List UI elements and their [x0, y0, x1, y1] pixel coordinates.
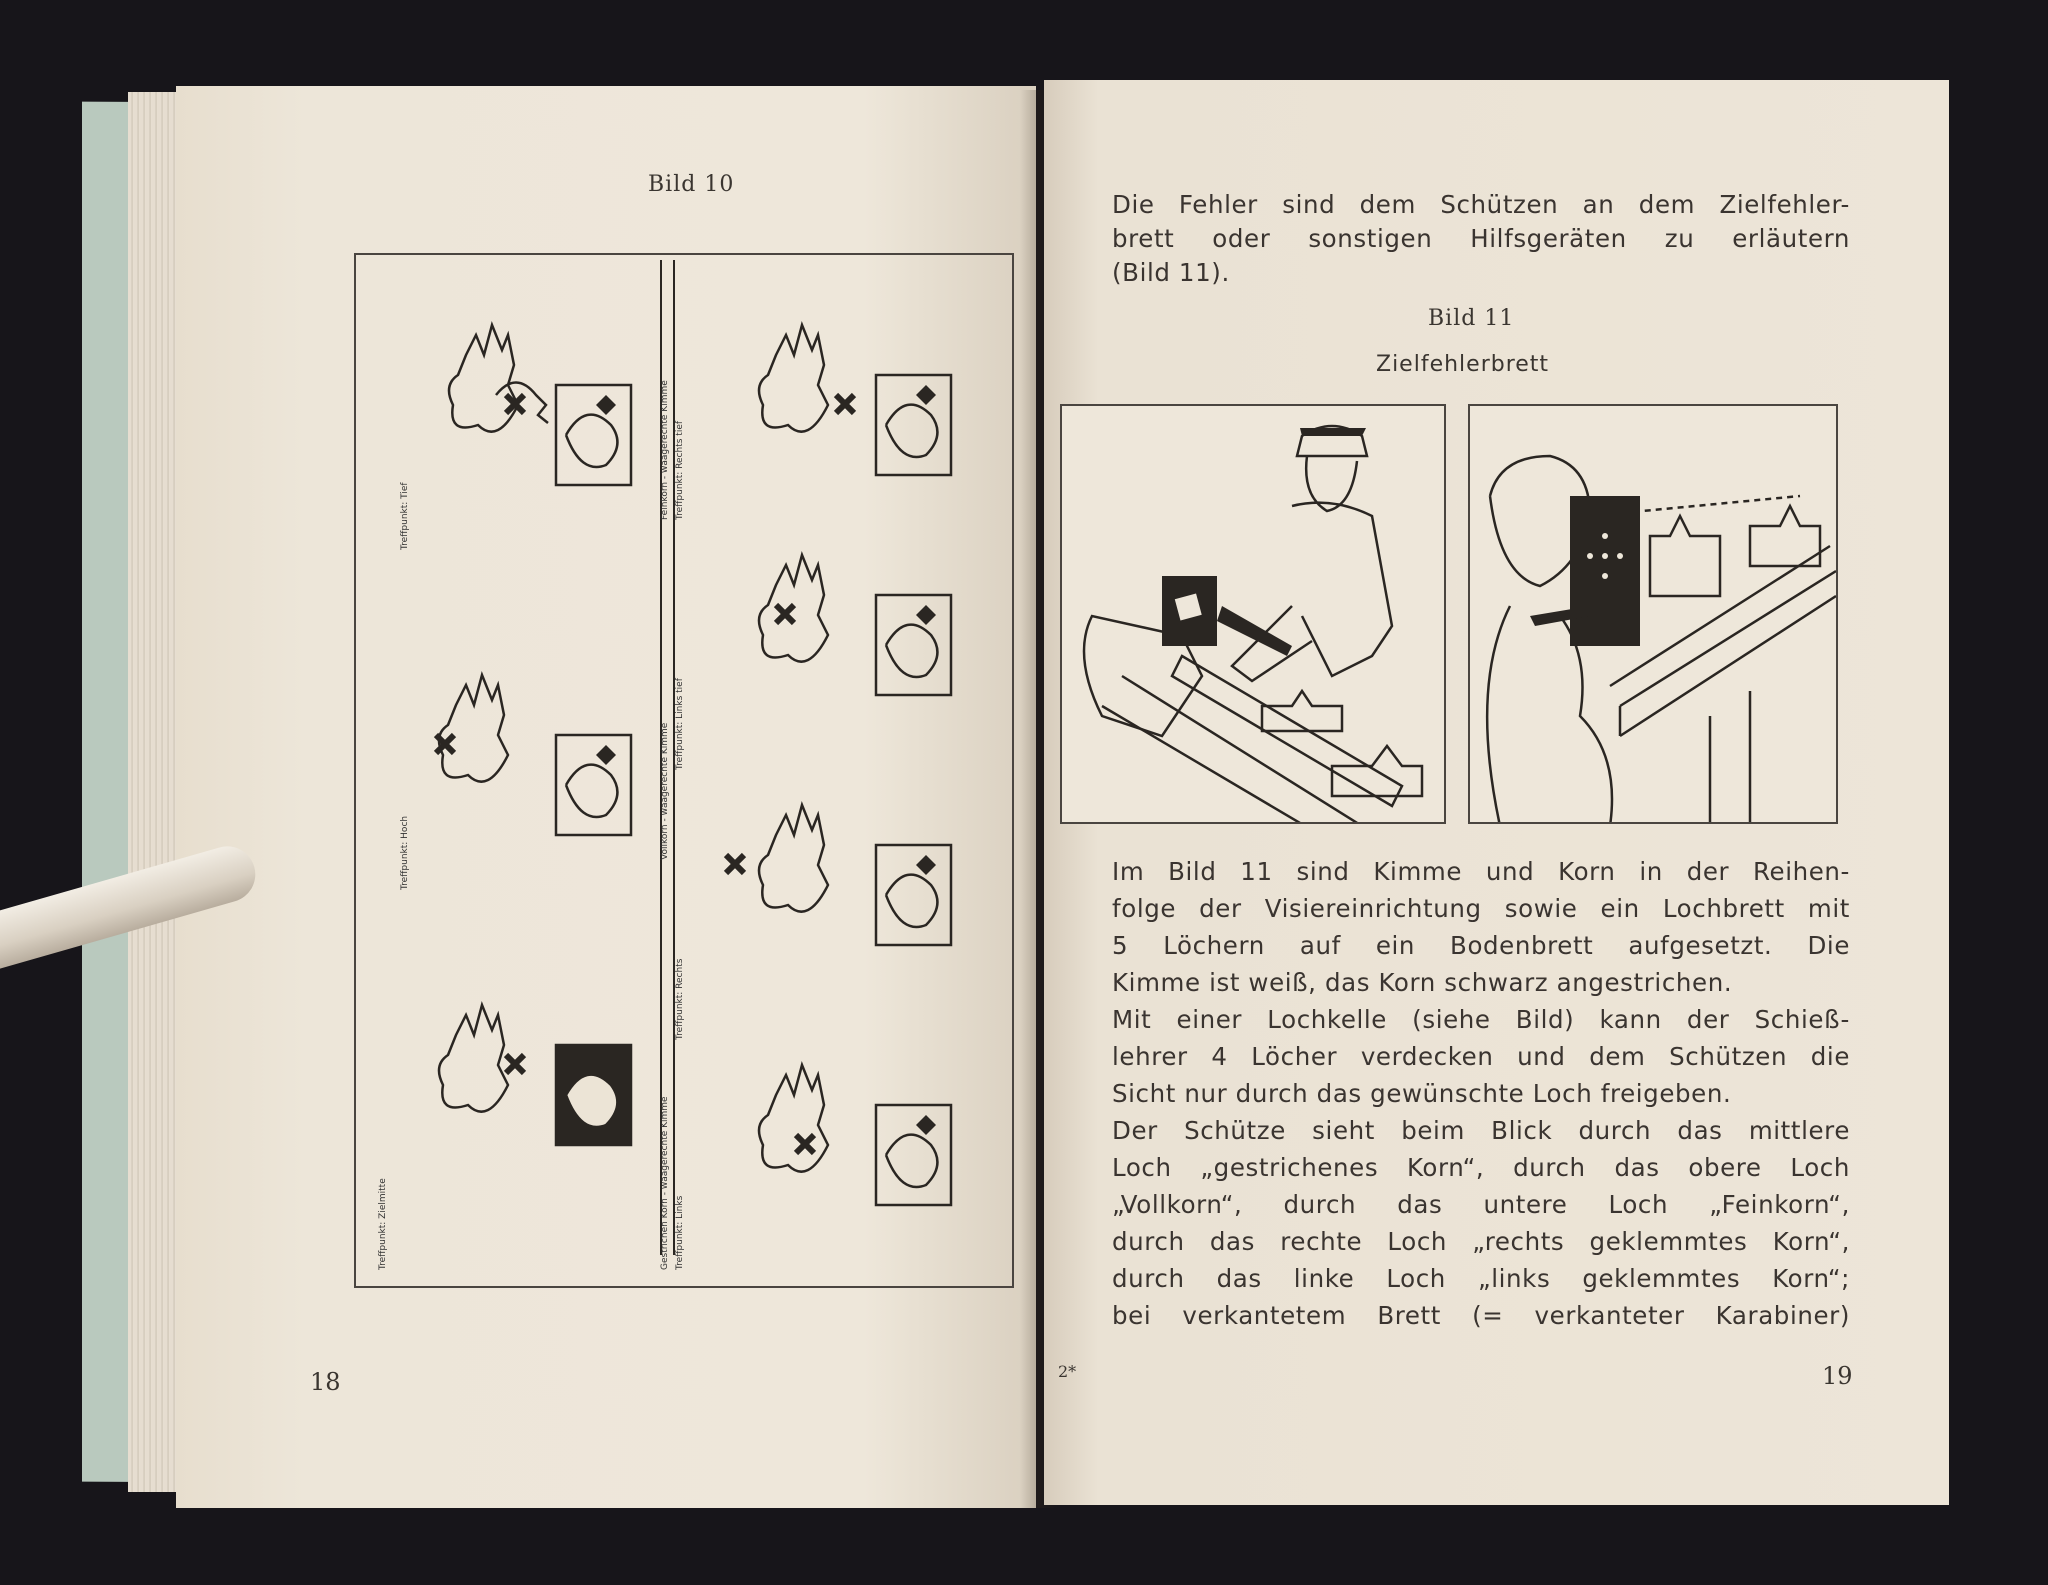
body-line-10: „Vollkorn“, durch das untere Loch „Feinkorn“, — [1112, 1190, 1850, 1219]
intro-line-2: brett oder sonstigen Hilfsgeräten zu erläutern — [1112, 224, 1850, 253]
bild-11-subtitle: Zielfehlerbrett — [1376, 352, 1550, 377]
hit-markers — [436, 395, 854, 1153]
bild-11-illustration-right — [1468, 404, 1838, 824]
diagram-label-7: Treffpunkt: Links tief — [675, 678, 685, 770]
shooter-looking-through-board-drawing — [1470, 406, 1836, 822]
body-line-1: Im Bild 11 sind Kimme und Korn in der Reihen- — [1112, 857, 1850, 886]
diagram-label-8: Treffpunkt: Tief — [400, 482, 410, 550]
intro-line-3: (Bild 11). — [1112, 258, 1230, 287]
bild-11-title: Bild 11 — [1428, 306, 1515, 331]
diagram-label-5: Vollkorn - waagerechte Kimme — [660, 722, 670, 860]
signature-mark: 2* — [1058, 1362, 1077, 1381]
body-line-6: lehrer 4 Löcher verdecken und dem Schützen die — [1112, 1042, 1850, 1071]
intro-line-1: Die Fehler sind dem Schützen an dem Zielfehler- — [1112, 190, 1850, 219]
body-line-4: Kimme ist weiß, das Korn schwarz angestrichen. — [1112, 968, 1733, 997]
diagram-label-10: Treffpunkt: Rechts tief — [675, 420, 685, 520]
body-line-8: Der Schütze sieht beim Blick durch das mittlere — [1112, 1116, 1850, 1145]
bild-10-title: Bild 10 — [648, 172, 735, 197]
diagram-label-4: Treffpunkt: Hoch — [400, 815, 410, 890]
body-line-2: folge der Visiereinrichtung sowie ein Lochbrett mit — [1112, 894, 1850, 923]
body-line-5: Mit einer Lochkelle (siehe Bild) kann der Schieß- — [1112, 1005, 1850, 1034]
diagram-label-2: Gestrichen Korn - waagerechte Kimme — [660, 1096, 670, 1270]
body-line-9: Loch „gestrichenes Korn“, durch das obere Loch — [1112, 1153, 1850, 1182]
body-paragraph — [1112, 853, 1850, 1334]
body-line-7: Sicht nur durch das gewünschte Loch freigeben. — [1112, 1079, 1732, 1108]
diagram-label-9: Feinkorn - waagerechte Kimme — [660, 380, 670, 520]
body-line-12: durch das linke Loch „links geklemmtes Korn“; — [1112, 1264, 1850, 1293]
korn-marks — [596, 385, 936, 1135]
diagram-label-3: Treffpunkt: Links — [675, 1195, 685, 1270]
right-page-number: 19 — [1822, 1362, 1853, 1390]
bild-10-figure-frame — [354, 253, 1014, 1288]
left-page-number: 18 — [310, 1368, 341, 1396]
instructor-with-board-drawing — [1062, 406, 1444, 822]
diagram-label-1: Treffpunkt: Zielmitte — [378, 1178, 388, 1270]
diagram-label-6: Treffpunkt: Rechts — [675, 958, 685, 1040]
aiming-errors-diagram — [356, 255, 1012, 1286]
body-line-11: durch das rechte Loch „rechts geklemmtes Korn“, — [1112, 1227, 1850, 1256]
intro-paragraph — [1112, 188, 1850, 290]
diagram-top-row — [439, 325, 951, 1205]
body-line-3: 5 Löchern auf ein Bodenbrett aufgesetzt. Die — [1112, 931, 1850, 960]
bild-11-illustration-left — [1060, 404, 1446, 824]
sight-board — [1570, 496, 1640, 646]
body-line-13: bei verkantetem Brett (= verkanteter Karabiner) — [1112, 1301, 1850, 1330]
